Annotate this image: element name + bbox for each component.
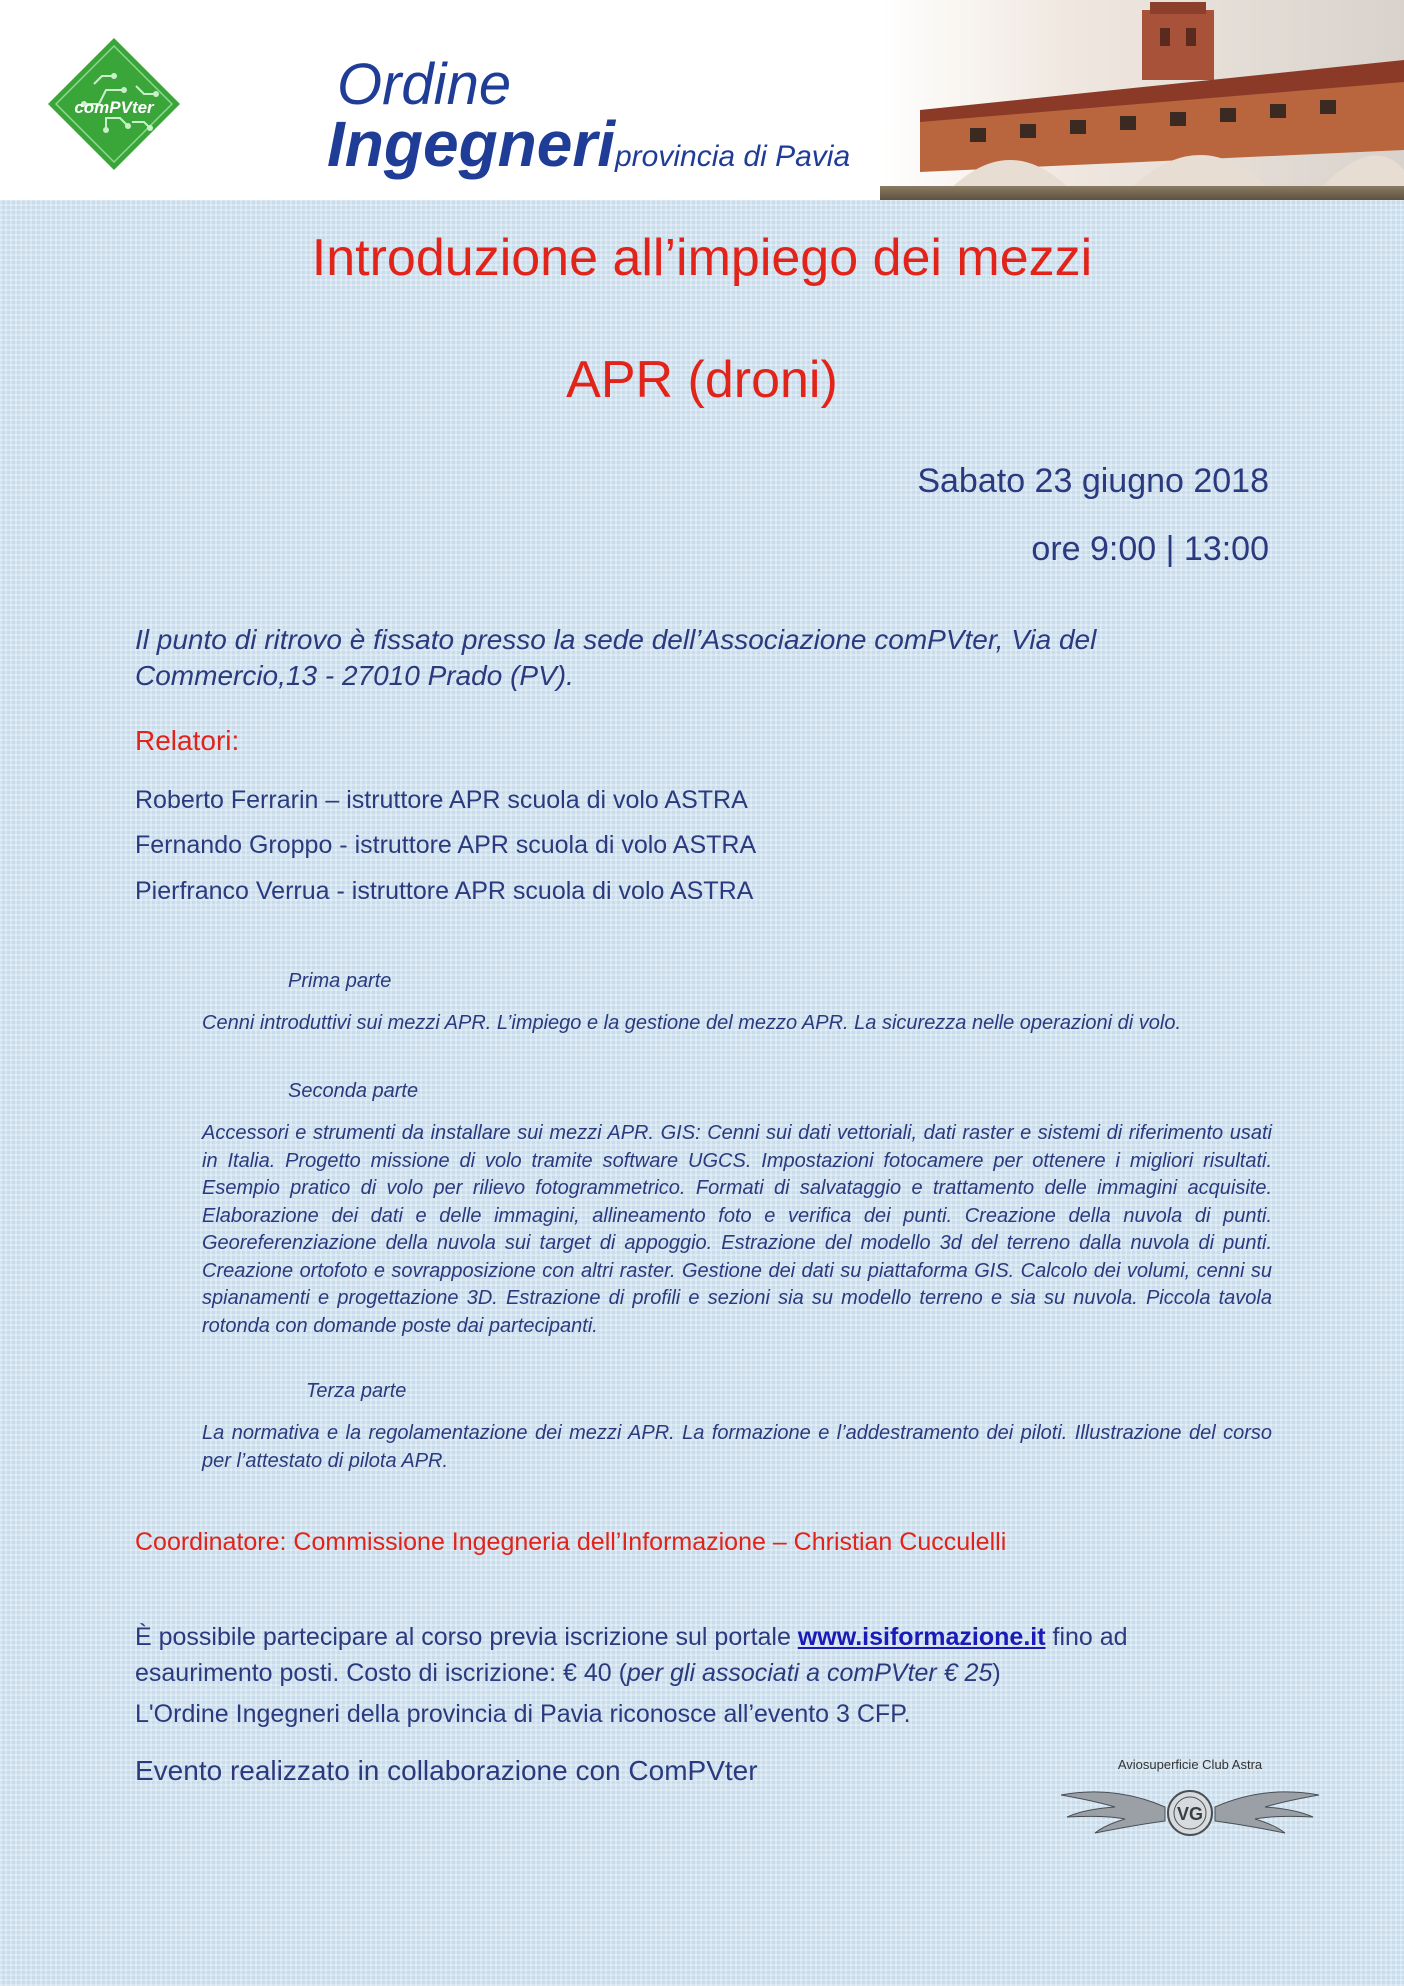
svg-text:Ordine: Ordine	[337, 52, 512, 117]
part-heading: Prima parte	[288, 970, 392, 992]
registration-cost	[135, 1656, 1001, 1690]
speaker-item: Pierfranco Verrua - istruttore APR scuola di volo ASTRA	[135, 877, 754, 905]
member-cost-note: per gli associati a comPVter € 25	[626, 1659, 993, 1687]
svg-text:Aviosuperficie Club Astra: Aviosuperficie Club Astra	[1117, 1757, 1263, 1772]
covered-bridge-photo	[880, 0, 1404, 200]
part-body: La normativa e la regolamentazione dei mezzi APR. La formazione e l’addestramento dei piloti. Illustrazione del corso per l’attestato di pilota APR.	[202, 1422, 1272, 1472]
isiformazione-link[interactable]: www.isiformazione.it	[797, 1623, 1046, 1651]
part-heading: Terza parte	[306, 1380, 407, 1402]
speaker-item: Roberto Ferrarin – istruttore APR scuola di volo ASTRA	[135, 786, 748, 814]
part-body: Accessori e strumenti da installare sui mezzi APR. GIS: Cenni sui dati vettoriali, dati raster e sistemi di riferimento usati in Italia. Progetto missione di volo tramite software UGCS. Impostazioni fotocamere per ottenere i migliori risultati. Esempio pratico di volo per rilievo fotogrammetrico. Formati di salvataggio e trattamento delle immagini acquisite. Elaborazione dei dati e delle immagini, allineamento foto e verifica dei punti. Creazione della nuvola di punti. Georeferenziazione della nuvola sui target di appoggio. Estrazione del modello 3d del terreno dalla nuvola di punti. Creazione ortofoto e sovrapposizione con altri raster. Gestione dei dati su piattaforma GIS. Calcolo dei volumi, cenni su spianamenti e progettazione 3D. Estrazione di profili e sezioni sia su modello terreno e sia su nuvola. Piccola tavola rotonda con domande poste dai partecipanti.	[202, 1122, 1272, 1337]
page-title-line2: APR (droni)	[566, 351, 838, 409]
speaker-item: Fernando Groppo - istruttore APR scuola di volo ASTRA	[135, 831, 757, 859]
header-banner	[0, 0, 1404, 200]
cfp-note: L'Ordine Ingegneri della provincia di Pavia riconosce all’evento 3 CFP.	[135, 1700, 911, 1728]
event-date: Sabato 23 giugno 2018	[917, 462, 1269, 500]
registration-text: fino ad	[1045, 1623, 1128, 1651]
ordine-ingegneri-logo	[325, 18, 885, 188]
part-body: Cenni introduttivi sui mezzi APR. L’impiego e la gestione del mezzo APR. La sicurezza nelle operazioni di volo.	[202, 1012, 1182, 1034]
collaboration-note: Evento realizzato in collaborazione con ComPVter	[135, 1755, 758, 1786]
svg-text:Ingegneri: Ingegneri	[327, 108, 616, 180]
registration-cost-text: )	[992, 1659, 1001, 1687]
registration-cost-text: esaurimento posti. Costo di iscrizione: € 40 (	[135, 1659, 627, 1687]
page-title-line1: Introduzione all’impiego dei mezzi	[311, 229, 1093, 287]
club-astra-logo	[1055, 1755, 1325, 1845]
svg-text:provincia di Pavia: provincia di Pavia	[615, 140, 851, 173]
registration-text: È possibile partecipare al corso previa iscrizione sul portale	[135, 1623, 798, 1651]
meeting-point: Il punto di ritrovo è fissato presso la sede dell’Associazione comPVter, Via del Commercio,13 - 27010 Prado (PV).	[135, 624, 1097, 691]
coordinator: Coordinatore: Commissione Ingegneria dell’Informazione – Christian Cucculelli	[135, 1528, 1007, 1556]
registration-line	[135, 1620, 1128, 1654]
svg-text:VG: VG	[1176, 1804, 1204, 1824]
part-heading: Seconda parte	[288, 1080, 419, 1102]
event-time: ore 9:00 | 13:00	[1031, 530, 1269, 568]
svg-text:comPVter: comPVter	[74, 98, 154, 117]
speakers-heading: Relatori:	[135, 725, 240, 756]
compvter-logo	[44, 34, 184, 174]
